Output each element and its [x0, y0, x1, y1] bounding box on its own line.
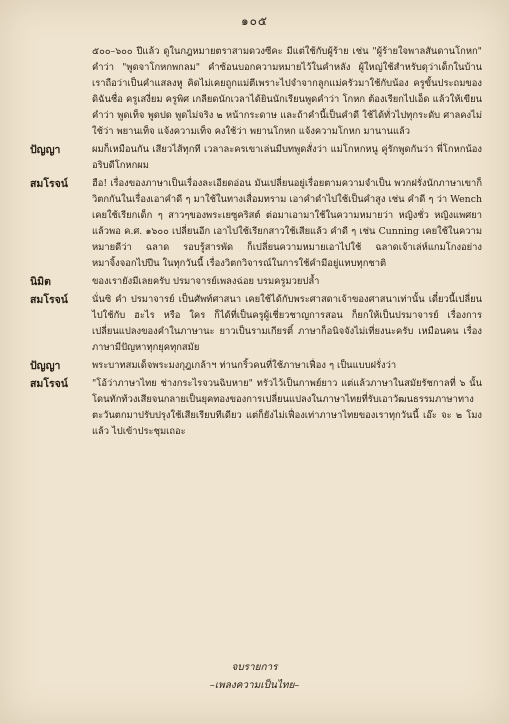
- dialogue-text: "โอ้ว่าภาษาไทย ช่างกระไรจวนฉิบหาย" ทรัวไว้เป็นกาพย์ยาว แต่แล้วภาษาในสมัยรัชกาลที่ ๖ นั้น โดนทักท้วงเสียจนกลายเป็นยุคทองของการเปลี่ยนแปลงในภาษาไทยที่รับเอาวัฒนธรรมภาษาทางตะวันตกมาปรับปรุงใช้เสียเรียบทีเดียว แต่ก็ยังไม่เฟื่องเท่าภาษาไทยของเราทุกวันนี้ เอ๊ะ จะ ๒ โมงแล้ว ไปเข้าประชุมเถอะ: [92, 378, 482, 437]
- dialogue-block: [30, 376, 482, 440]
- dialogue-block: [30, 44, 482, 140]
- program-title: –เพลงความเป็นไทย–: [209, 680, 300, 691]
- speaker-name: ปัญญา: [30, 144, 61, 156]
- dialogue-text: ของเรายังมีเลยครับ ปรมาจารย์เพลงฉ่อย บรมครูมวยปล้ำ: [92, 276, 320, 287]
- speaker-name: ปัญญา: [30, 360, 61, 372]
- dialogue-text: นั่นซิ คำ ปรมาจารย์ เป็นศัพท์ศาสนา เคยใช้ได้กับพระศาสดาเจ้าของศาสนาเท่านั้น เดี๋ยวนี้เปลี่ยนไปใช้กับ ฮะไร หรือ ใคร ก็ได้ที่เป็นครูผู้เชี่ยวชาญการสอน ก็ยกให้เป็นปรมาจารย์ เรื่องการเปลี่ยนแปลงของคำในภาษานะ ยาวเป็นรามเกียรติ์ ภาษาก็อนิจจังไม่เที่ยงนะครับ เหมือนคน เรื่องภาษามีปัญหาทุกยุคทุกสมัย: [92, 294, 482, 353]
- speaker-name: นิมิต: [30, 276, 51, 288]
- dialogue-text: พระบาทสมเด็จพระมงกุฎเกล้าฯ ท่านกริ้วคนที่ใช้ภาษาเฟื่อง ๆ เป็นแบบฝรั่งว่า: [92, 360, 397, 371]
- dialogue-block: [30, 292, 482, 356]
- speaker-name: สมโรจน์: [30, 294, 68, 306]
- dialogue-text: ฮือ! เรื่องของภาษาเป็นเรื่องละเอียดอ่อน มันเปลี่ยนอยู่เรื่อยตามความจำเป็น พวกฝรั่งนักภาษาเขาก็วิตกกันในเรื่องเอาคำดี ๆ มาใช้ในทางเสื่อมทราม เอาคำดำไปใช้เป็นคำสูง เช่น คำดี ๆ ว่า Wench เคยใช้เรียกเด็ก ๆ สาวๆของพระเยซูคริสต์ ต่อมาเอามาใช้ในความหมายว่า หญิงชั่ว หญิงแพศยา แล้วพอ ค.ศ. ๑๖๐๐ เปลี่ยนอีก เอาไปใช้เรียกสาวใช้เสียแล้ว คำดี ๆ เช่น Cunning เคยใช้ในความหมายดีว่า ฉลาด รอบรู้สารพัด ก็เปลี่ยนความหมายเอาไปใช้ ฉลาดเจ้าเล่ห์แกมโกงอย่างหมาจิ้งจอกไปปีน ในทุกวันนี้ เรื่องวิตกวิจารณ์ในการใช้คำมีอยู่แทบทุกชาติ: [92, 178, 482, 269]
- dialogue-block: [30, 176, 482, 272]
- dialogue-block: [30, 142, 482, 174]
- dialogue-body: [30, 44, 482, 442]
- page-number: ๑๐๕: [240, 14, 269, 28]
- speaker-name: [30, 44, 92, 140]
- speaker-name: สมโรจน์: [30, 178, 68, 190]
- dialogue-block: [30, 358, 482, 374]
- dialogue-block: [30, 274, 482, 290]
- ending-line: จบรายการ: [231, 662, 278, 673]
- speaker-name: สมโรจน์: [30, 378, 68, 390]
- dialogue-text: ผมก็เหมือนกัน เสียวไส้ทุกที เวลาละครเขาเล่นมีบทพูดสั่งว่า แม่โกหกหนู คู่รักพูดกันว่า พี่โกหกน้อง อริบดีโกหกผม: [92, 144, 482, 171]
- dialogue-text: ๕๐๐–๖๐๐ ปีแล้ว ดูในกฎหมายตราสามดวงซีคะ มีแต่ใช้กับผู้ร้าย เช่น "ผู้ร้ายใจพาลสันดานโกหก" คำว่า "พูดจาโกหกพกลม" คำซ้อนบอกความหมายไว้ในคำหลัง ผู้ใหญ่ใช้สำหรับดุว่าเด็กในบ้าน เราถือว่าเป็นคำแสลงหู คิดไม่เคยถูกแม่ตีเพราะไปจำจากลูกแม่ครัวมาใช้กับน้อง ครูขั้นประถมของดิฉันชื่อ ครูเสงี่ยม ครูพิศ เกลียดนักเวลาได้ยินนักเรียนพูดคำว่า โกหก ต้องเรียกไปเอ็ด แล้วให้เขียนคำว่า พูดเท็จ พูดปด พูดไม่จริง ๒ หน้ากระดาษ และถ้าคำนี้เป็นคำดี ใช้ได้ทั่วไปทุกระดับ ศาลคงไม่ใช้ว่า พยานเท็จ แจ้งความเท็จ คงใช้ว่า พยานโกหก แจ้งความโกหก มานานแล้ว: [92, 46, 482, 137]
